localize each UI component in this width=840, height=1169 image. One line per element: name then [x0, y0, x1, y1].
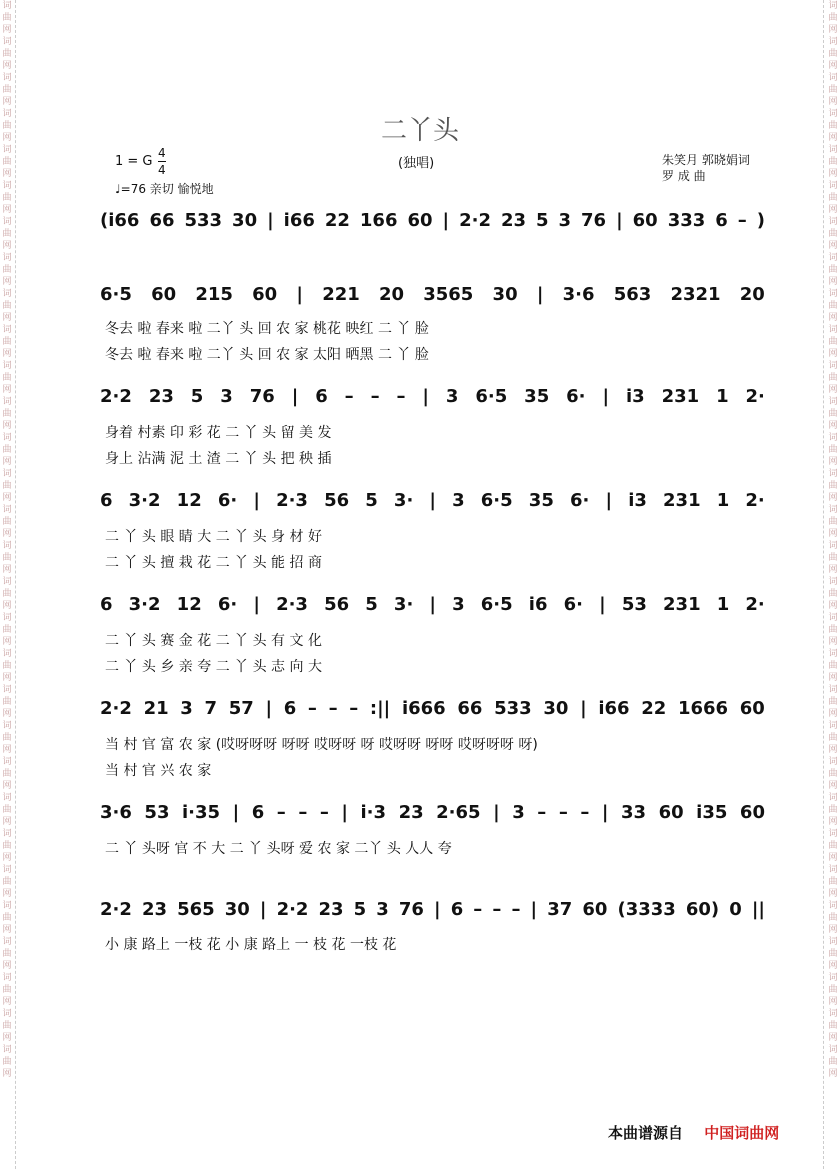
note-group: 6	[283, 697, 297, 719]
note-group: 3	[512, 801, 525, 823]
note-group: 20	[739, 283, 765, 305]
note-group: (i66	[100, 209, 140, 231]
note-group: 1	[716, 593, 730, 615]
notes	[100, 279, 765, 309]
bar-line: |	[422, 385, 429, 407]
lyric-line: 二 丫 头 擅 栽 花 二 丫 头 能 招 商	[105, 555, 322, 571]
note-group: 20	[378, 283, 405, 305]
note-group: 3	[220, 385, 233, 407]
lyric-line: 二 丫 头呀 官 不 大 二 丫 头呀 爱 农 家 二丫 头 人人 夸	[105, 841, 452, 857]
notation-row-3	[100, 381, 765, 417]
note-group: 33	[620, 801, 647, 823]
bar-line: |	[296, 283, 303, 305]
note-group: 5	[353, 898, 367, 920]
margin-line-right	[823, 0, 825, 1169]
note-group: 1	[716, 385, 729, 407]
note-group: 3·	[393, 489, 414, 511]
note-group: 5	[365, 489, 378, 511]
note-group: 5	[190, 385, 204, 407]
note-group: 3	[376, 898, 389, 920]
notation-row-1	[100, 205, 765, 241]
note-group: 60	[252, 283, 278, 305]
bar-line: |	[599, 593, 606, 615]
note-group: 60	[151, 283, 177, 305]
bar-line: |	[605, 489, 613, 511]
note-group: 2·3	[276, 489, 308, 511]
bar-line: |	[259, 898, 267, 920]
notes	[100, 381, 765, 411]
note-group: 2·2	[459, 209, 491, 231]
time-signature-bottom: 4	[158, 163, 166, 177]
note-group: 21	[143, 697, 169, 719]
bar-line: |	[616, 209, 623, 231]
note-group: 2·2	[100, 898, 132, 920]
note-group: 30	[224, 898, 250, 920]
lyric-line: 身着 村素 印 彩 花 二 丫 头 留 美 发	[105, 425, 332, 441]
note-group: 333	[667, 209, 706, 231]
note-group: 3·2	[128, 489, 161, 511]
lyric-line: 当 村 官 富 农 家 (哎呀呀呀 呀呀 哎呀呀 呀 哎呀呀 呀呀 哎呀呀呀 呀)	[105, 737, 538, 753]
note-group: 30	[492, 283, 518, 305]
lyric-line: 二 丫 头 眼 睛 大 二 丫 头 身 材 好	[105, 529, 322, 545]
footer-source	[608, 1122, 779, 1143]
note-group: 215	[195, 283, 233, 305]
note-group: 2·65	[436, 801, 481, 823]
note-group: 6·5	[480, 489, 513, 511]
tempo-marking: ♩=76 亲切 愉悦地	[115, 182, 214, 196]
lyricist: 朱笑月 郭晓娟词	[662, 153, 750, 167]
note-group: 56	[324, 593, 350, 615]
note-group: 56	[324, 489, 350, 511]
note-group: 6·	[569, 489, 590, 511]
bar-line: |	[429, 593, 436, 615]
note-group: 3·6	[100, 801, 132, 823]
footer-source-text: 本曲谱源自	[608, 1124, 684, 1142]
bar-line: |	[580, 697, 587, 719]
note-group: 6·	[217, 593, 238, 615]
key-signature: 1 = G	[115, 154, 153, 169]
note-group: 66	[149, 209, 175, 231]
note-group: 0	[729, 898, 742, 920]
note-group: –	[558, 801, 568, 823]
note-group: 3	[452, 489, 465, 511]
note-group: –	[396, 385, 406, 407]
note-group: 57	[228, 697, 254, 719]
note-group: 6	[715, 209, 728, 231]
note-group: 76	[249, 385, 275, 407]
note-group: 22	[324, 209, 350, 231]
note-group: )	[756, 209, 765, 231]
note-group: 23	[148, 385, 174, 407]
note-group: 60	[582, 898, 608, 920]
bar-line: |	[536, 283, 544, 305]
bar-line: :||	[369, 697, 391, 719]
note-group: 3·2	[128, 593, 161, 615]
note-group: –	[298, 801, 308, 823]
footer-site-link[interactable]: 中国词曲网	[704, 1124, 780, 1142]
note-group: 6	[450, 898, 464, 920]
notation-row-5	[100, 589, 765, 625]
note-group: i666	[401, 697, 446, 719]
bar-line: |	[493, 801, 500, 823]
note-group: 1666	[677, 697, 729, 719]
note-group: 221	[322, 283, 360, 305]
note-group: 5	[536, 209, 549, 231]
note-group: –	[492, 898, 502, 920]
note-group: i3	[628, 489, 647, 511]
note-group: 76	[581, 209, 607, 231]
note-group: 3565	[423, 283, 474, 305]
note-group: 2·	[745, 385, 765, 407]
note-group: 6·	[566, 385, 586, 407]
note-group: 30	[232, 209, 258, 231]
note-group: 53	[621, 593, 647, 615]
note-group: 23	[141, 898, 168, 920]
margin-line-left	[15, 0, 17, 1169]
bar-line: ||	[751, 898, 765, 920]
note-group: 231	[663, 593, 701, 615]
note-group: i66	[283, 209, 315, 231]
bar-line: |	[530, 898, 538, 920]
note-group: 2·2	[100, 385, 132, 407]
bar-line: |	[253, 593, 260, 615]
time-signature-top: 4	[158, 146, 166, 160]
bar-line: |	[232, 801, 240, 823]
note-group: i·3	[360, 801, 387, 823]
note-group: –	[344, 385, 354, 407]
bar-line: |	[442, 209, 450, 231]
note-group: 35	[524, 385, 550, 407]
note-group: 60	[739, 697, 765, 719]
note-group: 2·	[745, 593, 765, 615]
note-group: 231	[663, 489, 701, 511]
note-group: –	[328, 697, 338, 719]
note-group: 60	[632, 209, 658, 231]
note-group: 231	[661, 385, 700, 407]
time-signature	[158, 146, 166, 177]
note-group: 6	[251, 801, 265, 823]
note-group: 60	[658, 801, 684, 823]
notes	[100, 589, 765, 619]
note-group: 2·	[745, 489, 765, 511]
credits	[662, 152, 750, 184]
note-group: –	[473, 898, 483, 920]
note-group: 565	[177, 898, 215, 920]
notation-row-8	[100, 894, 765, 930]
note-group: –	[537, 801, 547, 823]
note-group: 60	[407, 209, 433, 231]
note-group: 166	[359, 209, 398, 231]
note-group: 60	[739, 801, 765, 823]
note-group: 6·5	[100, 283, 132, 305]
notation-row-4	[100, 485, 765, 521]
lyric-line: 二 丫 头 乡 亲 夸 二 丫 头 志 向 大	[105, 659, 322, 675]
note-group: 6·5	[475, 385, 508, 407]
note-group: 1	[716, 489, 730, 511]
lyric-line: 二 丫 头 赛 金 花 二 丫 头 有 文 化	[105, 633, 322, 649]
note-group: 2·2	[100, 697, 132, 719]
note-group: i·35	[182, 801, 221, 823]
note-group: 60)	[685, 898, 720, 920]
note-group: 35	[528, 489, 554, 511]
note-group: 6·	[563, 593, 583, 615]
note-group: 6	[100, 489, 113, 511]
bar-line: |	[267, 209, 274, 231]
note-group: 23	[318, 898, 344, 920]
note-group: 3	[558, 209, 572, 231]
notes	[100, 894, 765, 924]
note-group: 22	[641, 697, 667, 719]
song-subtitle: (独唱)	[398, 156, 435, 171]
watermark-right: 词曲网词曲网词曲网词曲网词曲网词曲网词曲网词曲网词曲网词曲网词曲网词曲网词曲网词曲网词曲网词曲网词曲网词曲网词曲网词曲网词曲网词曲网词曲网词曲网词曲网词曲网词曲网词曲网词曲网词曲网	[828, 1, 838, 1079]
note-group: –	[370, 385, 380, 407]
note-group: 3·6	[562, 283, 595, 305]
notation-row-7	[100, 797, 765, 833]
bar-line: |	[253, 489, 260, 511]
bar-line: |	[602, 385, 610, 407]
note-group: 5	[365, 593, 378, 615]
bar-line: |	[265, 697, 273, 719]
note-group: 3	[445, 385, 459, 407]
note-group: i3	[625, 385, 645, 407]
lyric-line: 当 村 官 兴 农 家	[105, 763, 212, 779]
note-group: i35	[696, 801, 728, 823]
note-group: i66	[598, 697, 630, 719]
note-group: 12	[176, 593, 202, 615]
note-group: (3333	[617, 898, 676, 920]
note-group: 7	[204, 697, 218, 719]
note-group: –	[580, 801, 590, 823]
watermark-left: 词曲网词曲网词曲网词曲网词曲网词曲网词曲网词曲网词曲网词曲网词曲网词曲网词曲网词曲网词曲网词曲网词曲网词曲网词曲网词曲网词曲网词曲网词曲网词曲网词曲网词曲网词曲网词曲网词曲网词曲网	[2, 1, 12, 1079]
note-group: 66	[457, 697, 483, 719]
note-group: 6	[315, 385, 328, 407]
note-group: 3	[180, 697, 193, 719]
lyric-line: 小 康 路上 一枝 花 小 康 路上 一 枝 花 一枝 花	[105, 937, 397, 953]
note-group: –	[276, 801, 286, 823]
lyric-line: 身上 沾满 泥 土 渣 二 丫 头 把 秧 插	[105, 451, 332, 467]
composer: 罗 成 曲	[662, 169, 706, 183]
notes	[100, 693, 765, 723]
note-group: 6·	[217, 489, 238, 511]
notation-row-2	[100, 279, 765, 315]
note-group: –	[307, 697, 317, 719]
bar-line: |	[601, 801, 609, 823]
note-group: 533	[184, 209, 223, 231]
note-group: 76	[398, 898, 424, 920]
note-group: 30	[543, 697, 569, 719]
notes	[100, 205, 765, 235]
note-group: –	[737, 209, 747, 231]
note-group: 6	[100, 593, 113, 615]
note-group: 3	[452, 593, 465, 615]
note-group: 2321	[670, 283, 721, 305]
bar-line: |	[291, 385, 299, 407]
notes	[100, 797, 765, 827]
note-group: –	[349, 697, 359, 719]
bar-line: |	[341, 801, 348, 823]
note-group: 12	[176, 489, 202, 511]
note-group: 23	[500, 209, 527, 231]
lyric-line: 冬去 啦 春来 啦 二丫 头 回 农 家 桃花 映红 二 丫 脸	[105, 321, 429, 337]
notation-row-6	[100, 693, 765, 729]
note-group: –	[511, 898, 521, 920]
note-group: 3·	[393, 593, 414, 615]
note-group: 2·2	[276, 898, 309, 920]
bar-line: |	[429, 489, 436, 511]
note-group: 23	[398, 801, 424, 823]
note-group: 2·3	[276, 593, 308, 615]
note-group: 533	[494, 697, 532, 719]
note-group: 6·5	[480, 593, 513, 615]
note-group: 53	[144, 801, 170, 823]
note-group: i6	[528, 593, 548, 615]
lyric-line: 冬去 啦 春来 啦 二丫 头 回 农 家 太阳 晒黑 二 丫 脸	[105, 347, 429, 363]
song-title: 二丫头	[380, 116, 459, 146]
notes	[100, 485, 765, 515]
bar-line: |	[434, 898, 441, 920]
note-group: 563	[613, 283, 652, 305]
note-group: –	[319, 801, 329, 823]
note-group: 37	[547, 898, 573, 920]
